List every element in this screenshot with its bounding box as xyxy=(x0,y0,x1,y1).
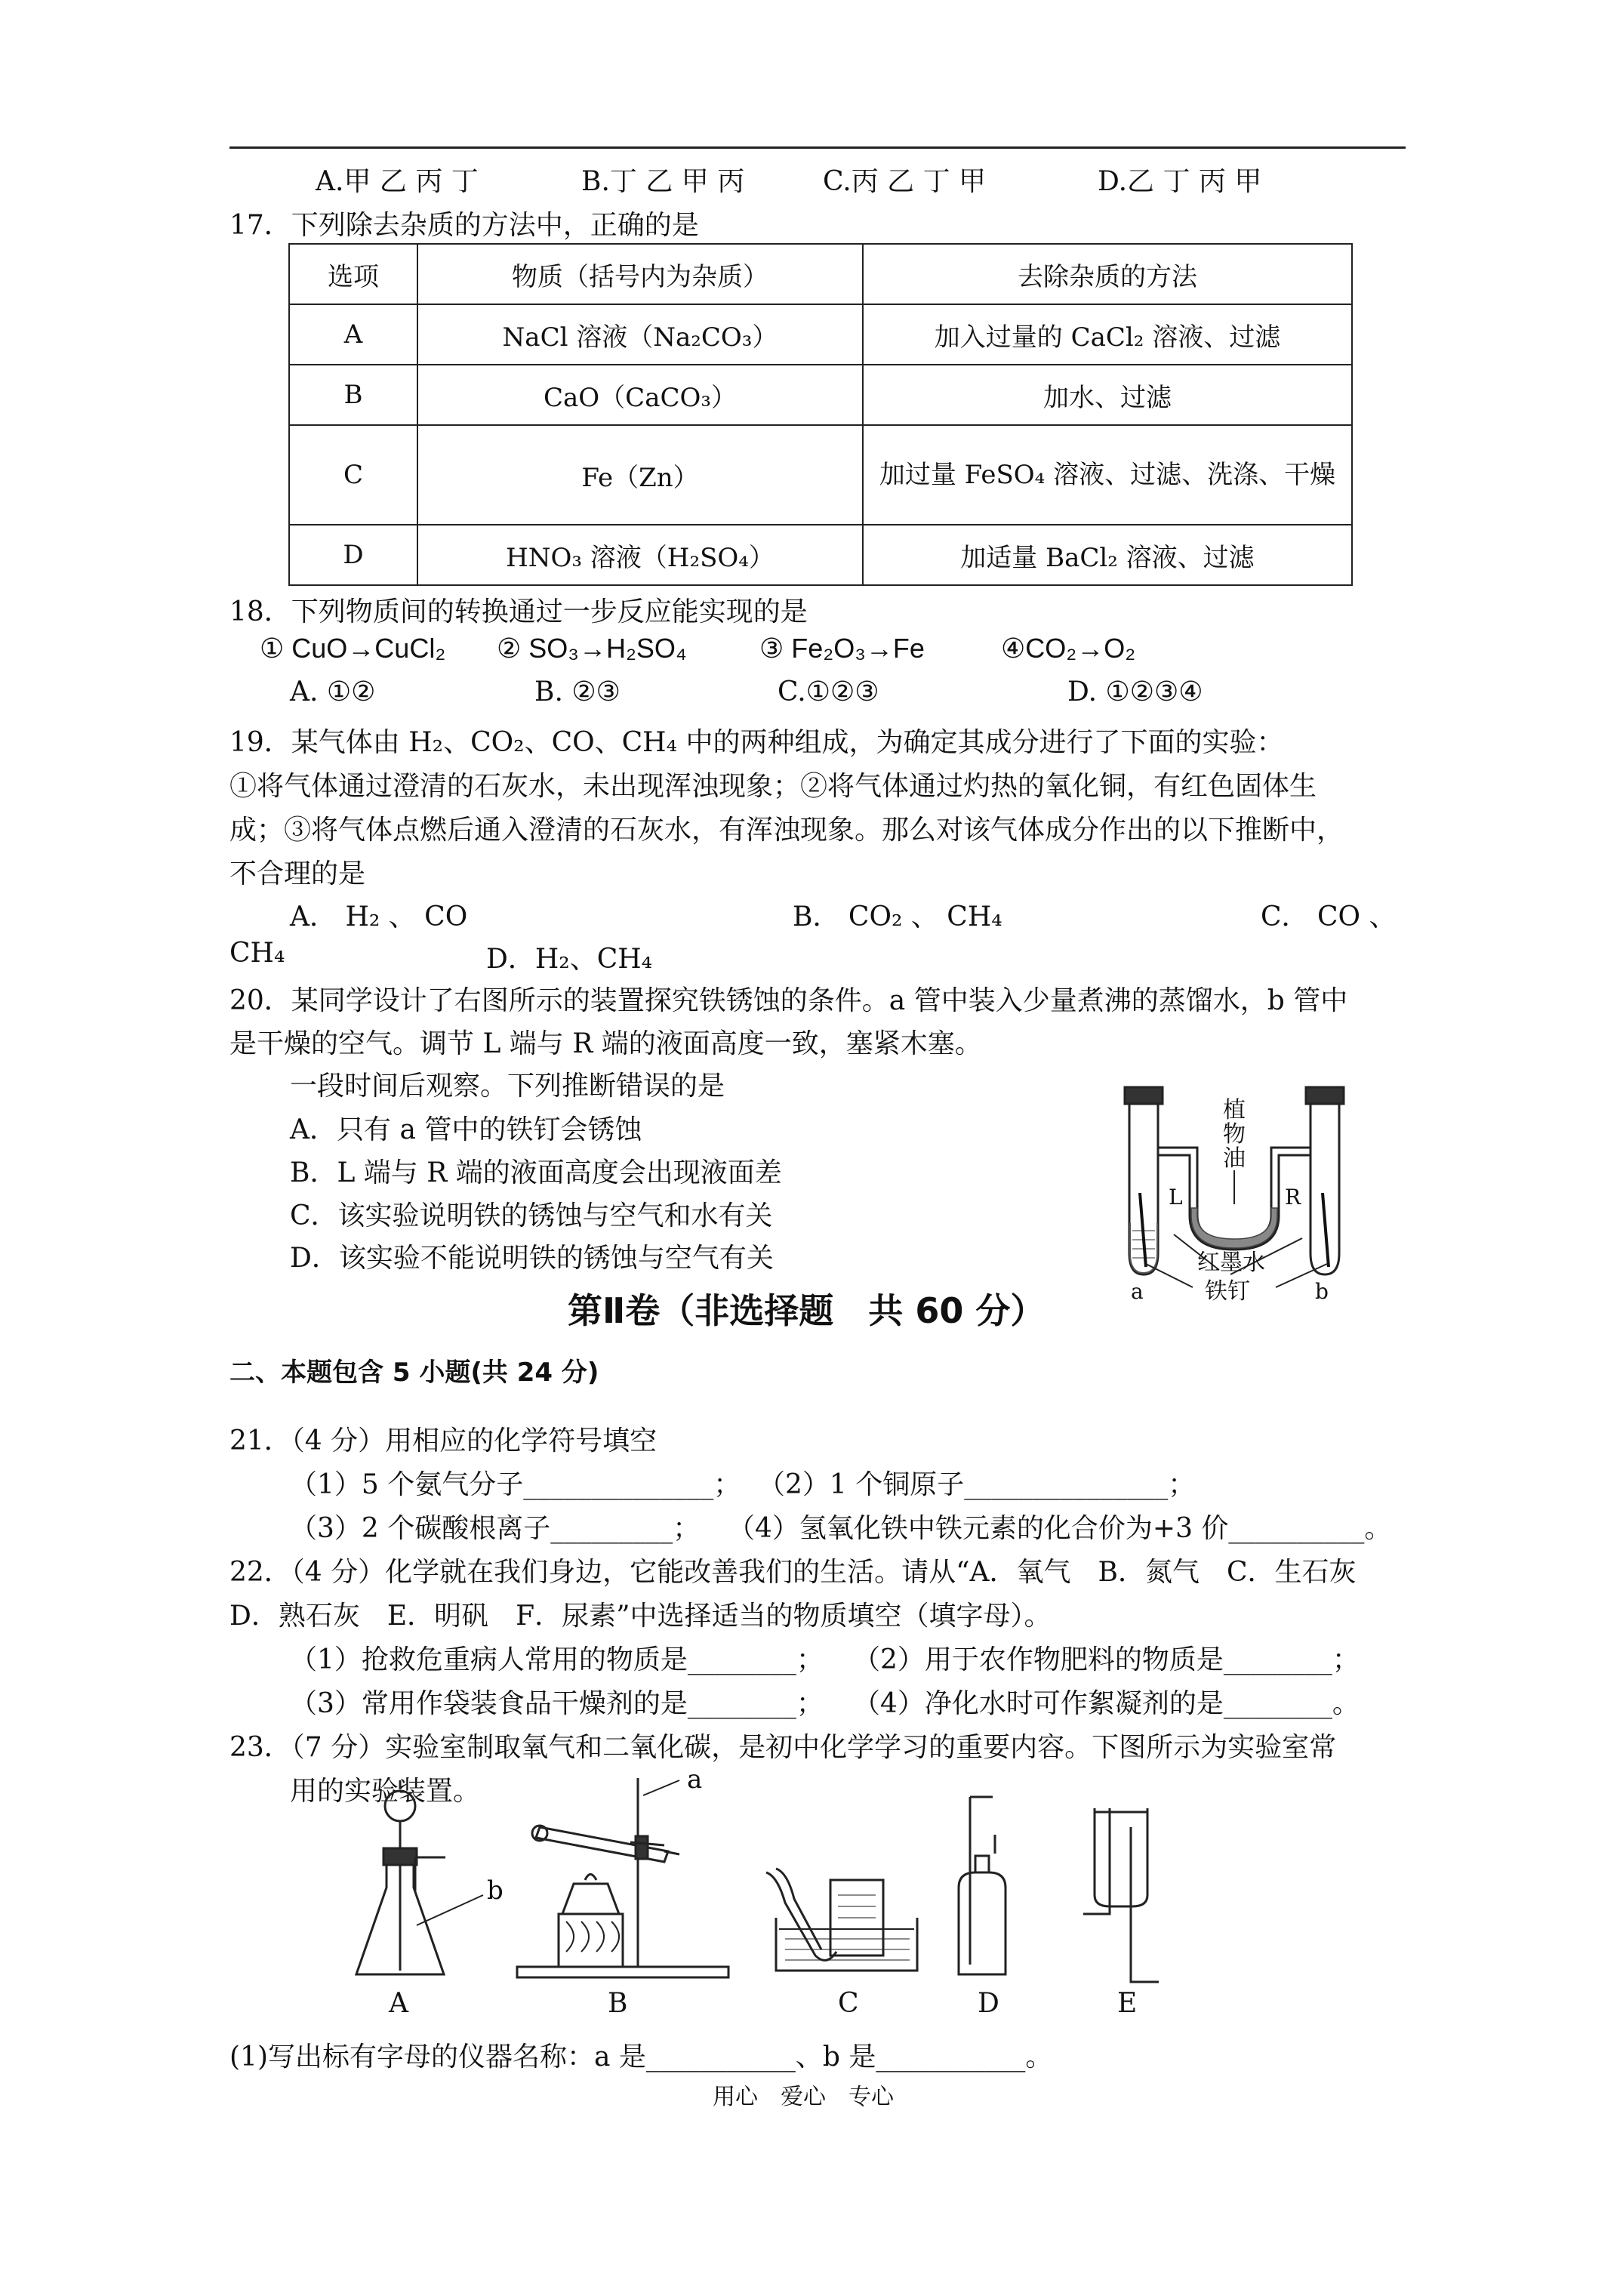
table-cell: C xyxy=(289,425,417,525)
q18-option-d: D. ①②③④ xyxy=(1067,676,1203,707)
q21-part-4: （4）氢氧化铁中铁元素的化合价为+3 价__________。 xyxy=(728,1513,1392,1544)
table-cell: CaO（CaCO₃） xyxy=(417,365,863,425)
table-cell: 加适量 BaCl₂ 溶液、过滤 xyxy=(863,525,1352,585)
nail-b xyxy=(1323,1193,1329,1267)
red-ink xyxy=(1191,1208,1277,1248)
table-header-row xyxy=(289,244,1352,304)
q23-line-2: 用的实验装置。 xyxy=(290,1776,481,1807)
q16-option-a: A.甲 乙 丙 丁 xyxy=(316,166,479,197)
table-cell: HNO₃ 溶液（H₂SO₄） xyxy=(417,525,863,585)
q20-option-a: A．只有 a 管中的铁钉会锈蚀 xyxy=(290,1114,642,1145)
label-red-ink: 红墨水 xyxy=(1197,1250,1265,1276)
apparatus-c-trough xyxy=(766,1869,917,1971)
q19-line-4: 不合理的是 xyxy=(229,858,366,889)
lab-apparatus-figure xyxy=(332,1767,1336,2023)
table-row xyxy=(289,365,1352,425)
q20-line-1: 20．某同学设计了右图所示的装置探究铁锈蚀的条件。a 管中装入少量煮沸的蒸馏水，b 管中 xyxy=(229,985,1348,1016)
q19-line-3: 成；③将气体点燃后通入澄清的石灰水，有浑浊现象。那么对该气体成分作出的以下推断中， xyxy=(229,815,1344,846)
q16-option-d: D.乙 丁 丙 甲 xyxy=(1098,166,1262,197)
header-rule xyxy=(229,146,1406,149)
q22-line-2: D．熟石灰 E．明矾 F．尿素”中选择适当的物质填空（填字母）。 xyxy=(229,1601,1052,1632)
q20-line-2: 是干燥的空气。调节 L 端与 R 端的液面高度一致，塞紧木塞。 xyxy=(229,1028,982,1059)
figure-label-d: D xyxy=(978,1988,999,2019)
q23-sub-1: (1)写出标有字母的仪器名称：a 是___________、b 是___________。 xyxy=(229,2042,1053,2073)
apparatus-d-bottle xyxy=(959,1797,1006,1974)
label-nail: 铁钉 xyxy=(1205,1278,1250,1302)
table-cell: 加过量 FeSO₄ 溶液、过滤、洗涤、干燥 xyxy=(863,425,1352,525)
q18-item-1: ① CuO→CuCl₂ xyxy=(260,633,446,664)
q18-stem: 18．下列物质间的转换通过一步反应能实现的是 xyxy=(229,596,808,627)
q21-stem: 21．（4 分）用相应的化学符号填空 xyxy=(229,1425,658,1456)
q19-option-b: B． CO₂ 、 CH₄ xyxy=(793,901,1002,932)
q19-line-2: ①将气体通过澄清的石灰水，未出现浑浊现象；②将气体通过灼热的氧化铜，有红色固体生 xyxy=(229,771,1317,802)
figure-label-a: A xyxy=(389,1988,408,2019)
q18-option-c: C.①②③ xyxy=(778,676,879,707)
q20-option-d: D．该实验不能说明铁的锈蚀与空气有关 xyxy=(290,1243,774,1274)
q22-part-2: （2）用于农作物肥料的物质是________； xyxy=(853,1644,1360,1675)
q18-item-4: ④CO₂→O₂ xyxy=(1001,633,1136,664)
q20-option-c: C．该实验说明铁的锈蚀与空气和水有关 xyxy=(290,1200,773,1231)
table-row xyxy=(289,304,1352,365)
table-cell: A xyxy=(289,304,417,365)
q19-stem: 19．某气体由 H₂、CO₂、CO、CH₄ 中的两种组成，为确定其成分进行了下面的实验： xyxy=(229,727,1284,758)
q21-part-2: （2）1 个铜原子_______________； xyxy=(758,1469,1196,1500)
table-cell: 加水、过滤 xyxy=(863,365,1352,425)
q18-item-2: ② SO₃→H₂SO₄ xyxy=(497,633,687,664)
label-oil-3: 油 xyxy=(1223,1145,1246,1172)
iron-rust-apparatus-figure xyxy=(1102,1080,1404,1302)
apparatus-b-stand xyxy=(517,1778,728,1977)
q22-part-3: （3）常用作袋装食品干燥剂的是________； xyxy=(290,1688,824,1719)
q22-part-4: （4）净化水时可作絮凝剂的是________。 xyxy=(853,1688,1360,1719)
q22-part-1: （1）抢救危重病人常用的物质是________； xyxy=(290,1644,824,1675)
q19-option-d: D．H₂、CH₄ xyxy=(486,944,653,975)
section-2-heading: 二、本题包含 5 小题(共 24 分) xyxy=(229,1358,599,1388)
q22-line-1: 22．（4 分）化学就在我们身边，它能改善我们的生活。请从“A．氧气 B．氮气 C．生石灰 xyxy=(229,1557,1357,1588)
table-cell: 加入过量的 CaCl₂ 溶液、过滤 xyxy=(863,304,1352,365)
label-a: a xyxy=(1131,1279,1144,1302)
q17-table xyxy=(288,243,1353,586)
q18-option-b: B. ②③ xyxy=(534,676,621,707)
figure-label-b: B xyxy=(608,1988,628,2019)
table-cell: D xyxy=(289,525,417,585)
label-r: R xyxy=(1285,1185,1301,1210)
q19-option-a: A． H₂ 、 CO xyxy=(290,901,468,932)
stopper-right xyxy=(1306,1087,1344,1104)
table-header-cell: 选项 xyxy=(289,244,417,304)
q20-option-b: B．L 端与 R 端的液面高度会出现液面差 xyxy=(290,1157,782,1188)
q19-option-c: C． CO 、 xyxy=(1261,901,1397,932)
table-header-cell: 物质（括号内为杂质） xyxy=(417,244,863,304)
table-cell: B xyxy=(289,365,417,425)
q20-line-3: 一段时间后观察。下列推断错误的是 xyxy=(290,1071,725,1102)
pointer-label-b: b xyxy=(487,1875,504,1906)
pointer-label-a: a xyxy=(687,1767,703,1795)
label-oil-1: 植 xyxy=(1223,1097,1246,1123)
q21-part-3: （3）2 个碳酸根离子_________； xyxy=(290,1513,701,1544)
test-tube-b xyxy=(1310,1104,1339,1274)
q16-option-c: C.丙 乙 丁 甲 xyxy=(823,166,987,197)
part-2-title: 第Ⅱ卷（非选择题 共 60 分） xyxy=(568,1290,1046,1331)
figure-label-e: E xyxy=(1117,1988,1138,2019)
q16-option-b: B.丁 乙 甲 丙 xyxy=(581,166,745,197)
figure-label-c: C xyxy=(838,1988,859,2019)
apparatus-a-flask xyxy=(356,1780,483,1974)
label-b: b xyxy=(1315,1279,1329,1302)
label-l: L xyxy=(1169,1185,1183,1210)
q18-option-a: A. ①② xyxy=(290,676,376,707)
table-header-cell: 去除杂质的方法 xyxy=(863,244,1352,304)
table-cell: Fe（Zn） xyxy=(417,425,863,525)
table-row xyxy=(289,425,1352,525)
q21-part-1: （1）5 个氨气分子______________； xyxy=(290,1469,741,1500)
apparatus-e-bottle xyxy=(1083,1808,1159,1982)
q18-item-3: ③ Fe₂O₃→Fe xyxy=(759,633,925,664)
q23-line-1: 23．（7 分）实验室制取氧气和二氧化碳，是初中化学学习的重要内容。下图所示为实验室常 xyxy=(229,1732,1337,1763)
q17-stem: 17．下列除去杂质的方法中，正确的是 xyxy=(229,210,699,241)
table-row xyxy=(289,525,1352,585)
q19-option-c-cont: CH₄ xyxy=(229,938,285,969)
stopper-left xyxy=(1125,1087,1163,1104)
label-oil-2: 物 xyxy=(1223,1121,1246,1148)
table-cell: NaCl 溶液（Na₂CO₃） xyxy=(417,304,863,365)
page-footer: 用心 爱心 专心 xyxy=(713,2084,894,2110)
